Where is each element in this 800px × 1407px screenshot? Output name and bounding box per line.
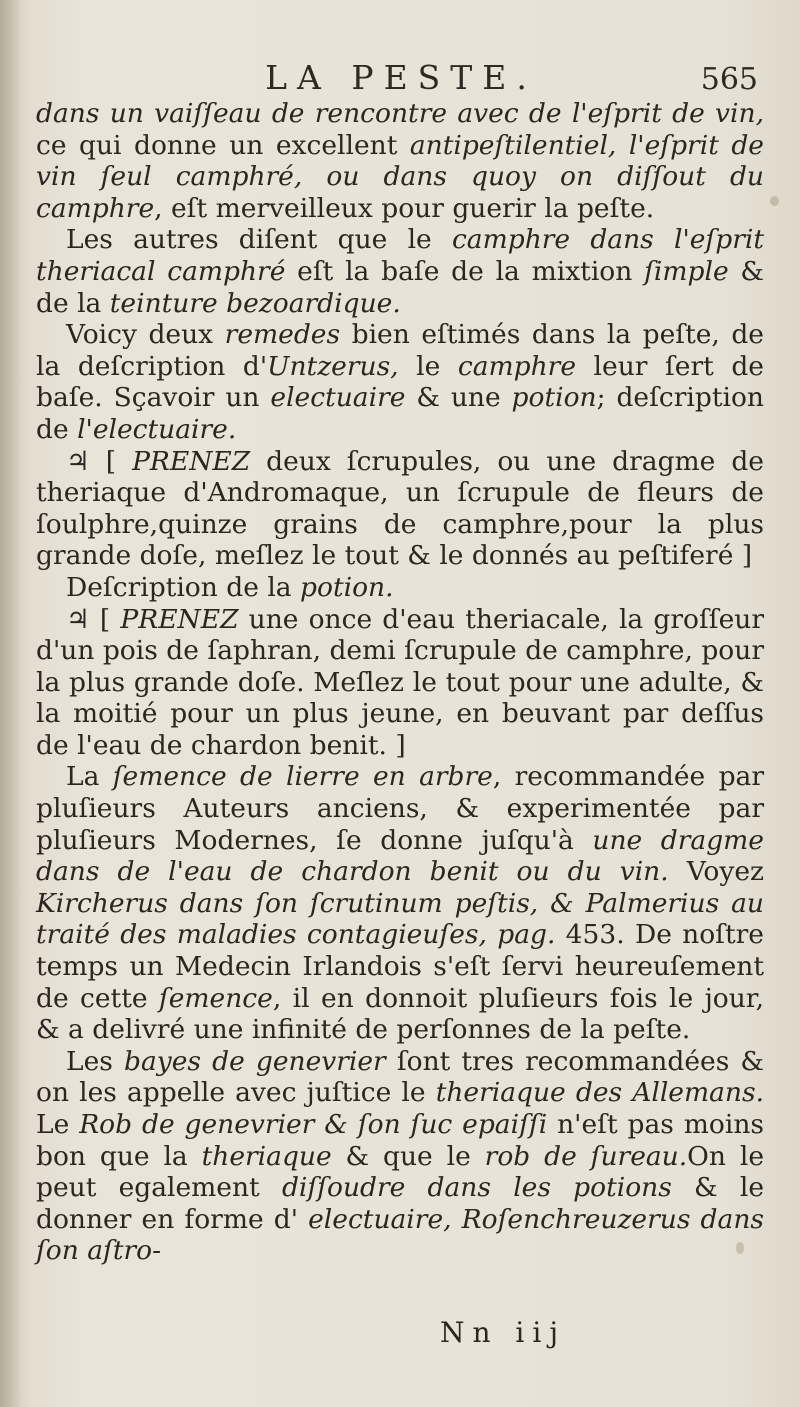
text-segment: Deſcription de la	[66, 571, 301, 603]
italic-text-segment: remedes	[224, 319, 341, 351]
text-segment: 453. De noſtre temps un Medecin Irlandois s'eſt ſervi heureuſement de cette	[36, 919, 764, 1014]
text-segment: On le peut egalement	[36, 1140, 765, 1204]
italic-text-segment: ſemence de lierre en arbre	[112, 761, 493, 793]
text-segment: Les	[66, 1045, 124, 1077]
italic-text-segment: potion	[511, 382, 597, 414]
signature-mark: Nn iij	[440, 1316, 567, 1349]
text-segment: La	[66, 761, 113, 793]
paragraph-p4	[36, 572, 764, 604]
text-segment: & de la	[36, 255, 765, 319]
italic-text-segment: theriaque des Allemans.	[435, 1077, 764, 1109]
italic-text-segment: Untzerus,	[267, 350, 399, 382]
paragraph-p7	[36, 1046, 764, 1267]
foxing-spot	[770, 196, 779, 206]
italic-text-segment: Rob de genevrier & ſon ſuc epaiſſi	[79, 1109, 548, 1140]
text-segment: Le	[36, 1109, 80, 1140]
paragraph-p2	[36, 319, 764, 445]
text-segment: ♃ [	[66, 445, 133, 477]
italic-text-segment: dans un vaiſſeau de rencontre avec de l'eſprit de vin,	[36, 98, 764, 129]
italic-text-segment: electuaire, Roſenchreuzerus dans ſon aſtro-	[36, 1203, 764, 1267]
text-segment: Voicy deux	[66, 319, 225, 351]
italic-text-segment: PRENEZ	[120, 603, 239, 635]
text-segment: ce qui donne un excellent	[36, 129, 410, 161]
text-segment: & que le	[331, 1140, 485, 1172]
italic-text-segment: PRENEZ	[132, 445, 251, 477]
text-segment: ſont tres recommandées & on les appelle avec juſtice le	[36, 1045, 764, 1109]
text-segment: , il en donnoit pluſieurs fois le jour, & a delivré une infinité de perſonnes de la peſte.	[36, 982, 764, 1046]
italic-text-segment: l'electuaire.	[77, 413, 237, 445]
paragraph-p5	[36, 604, 764, 762]
paragraph-p3	[36, 446, 764, 572]
text-segment: n'eſt pas moins bon que la	[36, 1109, 764, 1172]
text-segment: Voyez	[668, 856, 765, 888]
text-segment: eſt la baſe de la mixtion	[285, 255, 645, 287]
italic-text-segment: ſemence	[158, 982, 273, 1014]
body-text	[36, 98, 764, 1267]
text-segment: le	[398, 350, 458, 382]
italic-text-segment: rob de ſureau.	[484, 1140, 688, 1172]
page-number: 565	[700, 62, 758, 97]
text-segment: bien eſtimés dans la peſte, de la deſcription d'	[36, 319, 764, 382]
paragraph-p6	[36, 761, 764, 1045]
page-spine-shadow	[0, 0, 22, 1407]
paragraph-p1	[36, 224, 764, 319]
text-segment: deux ſcrupules, ou une dragme de theriaque d'Andromaque, un ſcrupule de fleurs de ſoulphre,quinze grains de camphre,pour la plus grande doſe, meſlez le tout & le donnés au peſtiferé ]	[36, 445, 764, 572]
italic-text-segment: teinture bezoardique.	[109, 287, 401, 319]
italic-text-segment: antipeſtilentiel, l'eſprit de vin ſeul camphré, ou dans quoy on diſſout du camphre	[36, 129, 764, 224]
running-header	[36, 58, 766, 102]
italic-text-segment: bayes de genevrier	[123, 1045, 386, 1077]
text-segment: ♃ [	[66, 603, 121, 635]
italic-text-segment: theriaque	[201, 1140, 332, 1172]
text-segment: & une	[405, 382, 512, 414]
italic-text-segment: camphre	[457, 350, 577, 382]
text-segment: & le donner en forme d'	[36, 1172, 765, 1235]
text-segment: ; deſcription de	[36, 382, 764, 445]
italic-text-segment: ſimple	[644, 255, 729, 287]
text-segment: une once d'eau theriacale, la groſſeur d'un pois de ſaphran, demi ſcrupule de camphre, pour la plus grande doſe. Meſlez le tout pour une adulte, & la moitié pour un plus jeune, en beuvant par deſſus de l'eau de chardon benit. ]	[36, 603, 764, 761]
running-title: LA PESTE.	[265, 58, 537, 97]
italic-text-segment: Kircherus dans ſon ſcrutinum peſtis, & Palmerius au traité des maladies contagieuſes, pag.	[36, 887, 764, 951]
paragraph-p0	[36, 98, 764, 224]
text-segment: leur ſert de baſe. Sçavoir un	[36, 350, 764, 414]
italic-text-segment: potion.	[300, 571, 394, 603]
italic-text-segment: diſſoudre dans les potions	[281, 1172, 672, 1204]
text-segment: Les autres diſent que le	[66, 224, 452, 256]
text-segment: , recommandée par pluſieurs Auteurs anciens, & experimentée par pluſieurs Modernes, ſe donne juſqu'à	[36, 761, 764, 856]
text-segment: , eſt merveilleux pour guerir la peſte.	[154, 192, 655, 224]
italic-text-segment: une dragme dans de l'eau de chardon benit ou du vin.	[36, 824, 764, 888]
italic-text-segment: camphre dans l'eſprit theriacal camphré	[36, 224, 764, 287]
italic-text-segment: electuaire	[270, 382, 406, 414]
